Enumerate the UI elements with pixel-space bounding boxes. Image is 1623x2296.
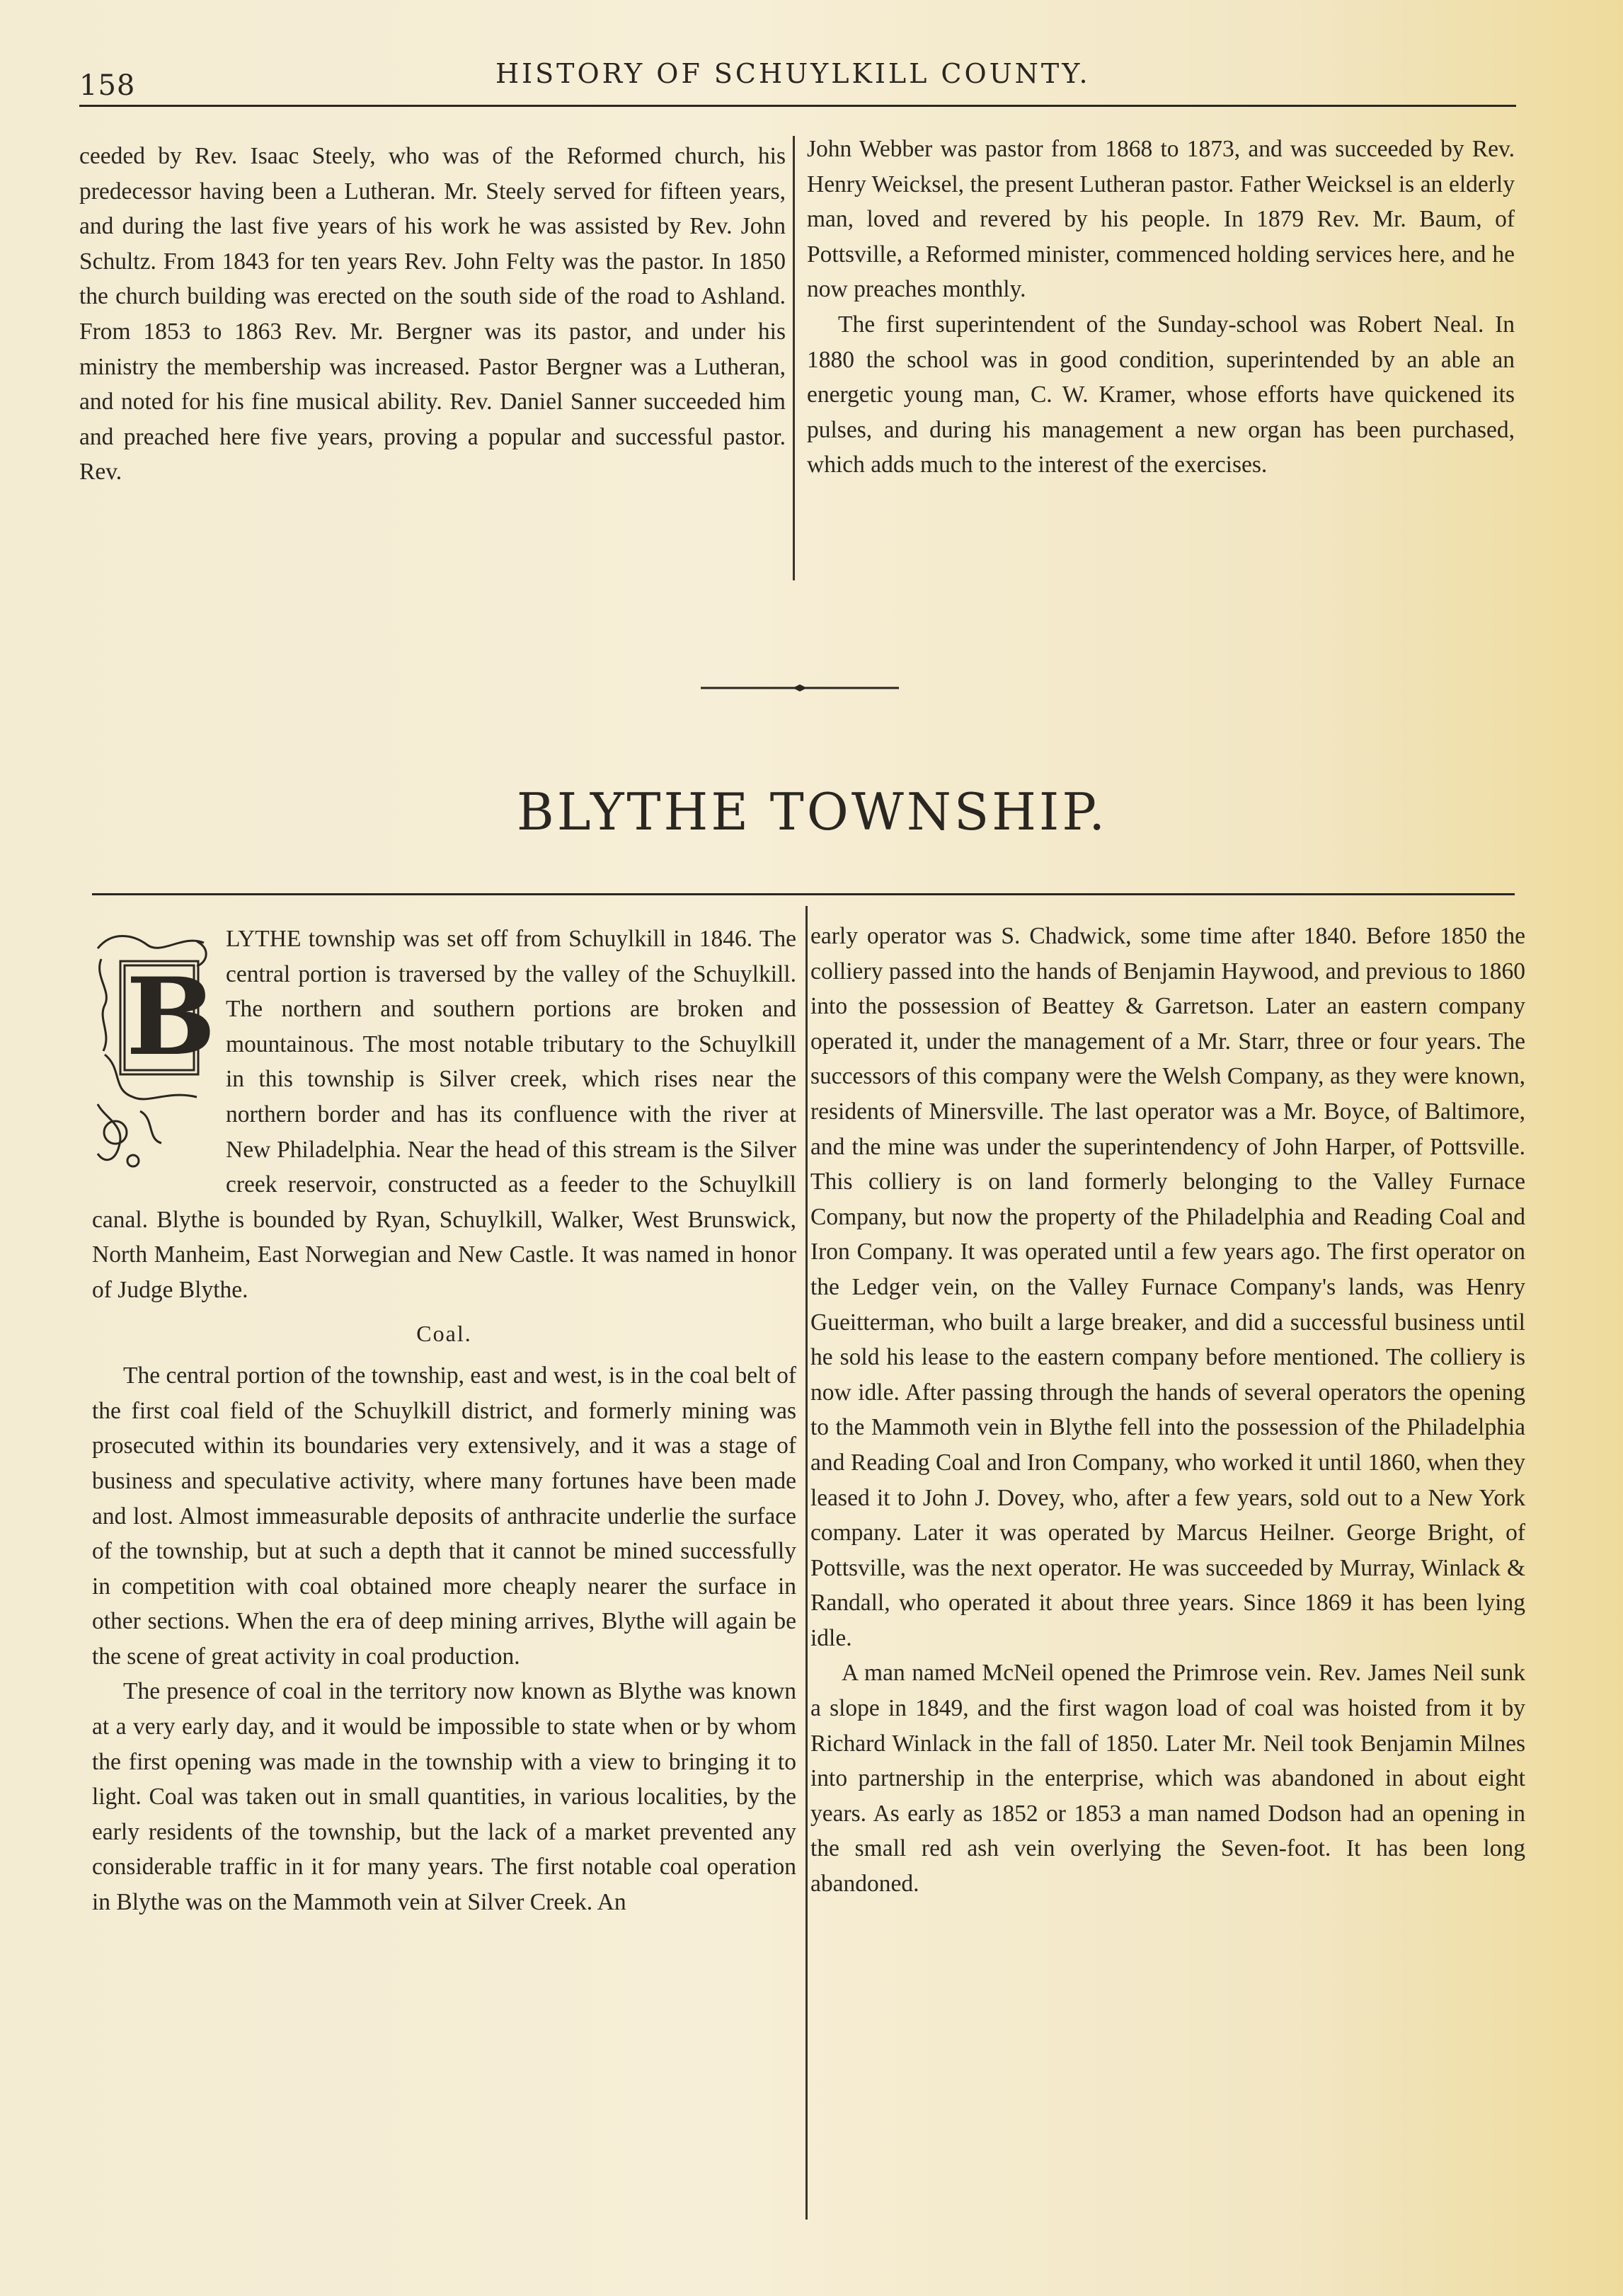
section-ornament <box>701 684 899 692</box>
bottom-column-divider <box>805 906 808 2220</box>
header-rule <box>79 105 1516 107</box>
top-left-column <box>79 139 786 490</box>
top-left-paragraph: ceeded by Rev. Isaac Steely, who was of the Reformed church, his predecessor having been a Lutheran. Mr. Steely served for fifteen years, and during the last five years of his work he was assisted by Rev. John Schultz. From 1843 for ten years Rev. John Felty was the pastor. In 1850 the church building was erected on the south side of the road to Ashland. From 1853 to 1863 Rev. Mr. Bergner was its pastor, and under his ministry the membership was increased. Pastor Bergner was a Lutheran, and noted for his fine musical ability. Rev. Daniel Sanner succeeded him and preached here five years, proving a popular and successful pastor. Rev. <box>79 143 786 486</box>
top-right-paragraph-1: John Webber was pastor from 1868 to 1873, and was succeeded by Rev. Henry Weicksel, the present Lutheran pastor. Father Weicksel is an elderly man, loved and revered by his people. In 1879 Rev. Mr. Baum, of Pottsville, a Reformed minister, commenced holding services here, and he now preaches monthly. <box>807 136 1515 303</box>
top-right-paragraph-2: The first superintendent of the Sunday-school was Robert Neal. In 1880 the school was in good condition, superintended by an able an energetic young man, C. W. Kramer, whose efforts have quickened its pulses, and during his management a new organ has been purchased, which adds much to the interest of the exercises. <box>807 311 1515 478</box>
drop-cap <box>91 927 214 1175</box>
bottom-left-column <box>92 922 796 1920</box>
subhead-coal: Coal. <box>416 1320 472 1346</box>
top-column-divider <box>793 136 795 580</box>
intro-paragraph: LYTHE township was set off from Schuylkill in 1846. The central portion is traversed by the valley of the Schuylkill. The northern and southern portions are broken and mountainous. The most notable tributary to the Schuylkill in this township is Silver creek, which rises near the northern border and has its confluence with the river at New Philadelphia. Near the head of this stream is the Silver creek reservoir, constructed as a feeder to the Schuylkill canal. Blythe is bounded by Ryan, Schuylkill, Walker, West Brunswick, North Manheim, East Norwegian and New Castle. It was named in honor of Judge Blythe. <box>92 926 796 1303</box>
drop-cap-letter: B <box>126 955 216 1079</box>
coal-paragraph-2: The presence of coal in the territory now known as Blythe was known at a very early day, and it would be impossible to state when or by whom the first opening was made in the township with a view to bringing it to light. Coal was taken out in small quantities, in various localities, by the early residents of the township, but the lack of a market prevented any considerable traffic in it for many years. The first notable coal operation in Blythe was on the Mammoth vein at Silver Creek. An <box>92 1678 796 1916</box>
top-right-column <box>807 132 1515 483</box>
bottom-right-column <box>810 919 1525 1902</box>
page-number: 158 <box>79 69 136 102</box>
section-title: BLYTHE TOWNSHIP. <box>516 782 1108 842</box>
bottom-right-paragraph-1: early operator was S. Chadwick, some time after 1840. Before 1850 the colliery passed into the hands of Benjamin Haywood, and previous to 1860 into the possession of Beattey & Garretson. Later an eastern company operated it, under the management of a Mr. Starr, three or four years. The successors of this company were the Welsh Company, as they were known, residents of Minersville. The last operator was a Mr. Boyce, of Baltimore, and the mine was under the superintendency of John Harper, of Pottsville. This colliery is on land formerly belonging to the Valley Furnace Company, but now the property of the Philadelphia and Reading Coal and Iron Company. It was operated until a few years ago. The first operator on the Ledger vein, on the Valley Furnace Company's lands, was Henry Gueitterman, who built a large breaker, and did a successful business until he sold his lease to the eastern company before mentioned. The colliery is now idle. After passing through the hands of several operators the opening to the Mammoth vein in Blythe fell into the possession of the Philadelphia and Reading Coal and Iron Company, who worked it until 1860, when they leased it to John J. Dovey, who, after a few years, sold out to a New York company. Later it was operated by Marcus Heilner. George Bright, of Pottsville, was the next operator. He was succeeded by Murray, Winlack & Randall, who operated it about three years. Since 1869 it has been lying idle. <box>810 923 1525 1651</box>
running-head: HISTORY OF SCHUYLKILL COUNTY. <box>495 58 1091 89</box>
bottom-right-paragraph-2: A man named McNeil opened the Primrose vein. Rev. James Neil sunk a slope in 1849, and the first wagon load of coal was hoisted from it by Richard Winlack in the fall of 1850. Later Mr. Neil took Benjamin Milnes into partnership in the enterprise, which was abandoned in about eight years. As early as 1852 or 1853 a man named Dodson had an opening in the small red ash vein overlying the Seven-foot. It has been long abandoned. <box>810 1660 1525 1898</box>
coal-paragraph-1: The central portion of the township, east and west, is in the coal belt of the first coal field of the Schuylkill district, and formerly mining was prosecuted within its boundaries very extensively, and it was a stage of business and speculative activity, where many fortunes have been made and lost. Almost immeasurable deposits of anthracite underlie the surface of the township, but at such a depth that it cannot be mined successfully in competition with coal obtained more cheaply nearer the surface in other sections. When the era of deep mining arrives, Blythe will again be the scene of great activity in coal production. <box>92 1362 796 1670</box>
title-rule <box>92 893 1515 895</box>
